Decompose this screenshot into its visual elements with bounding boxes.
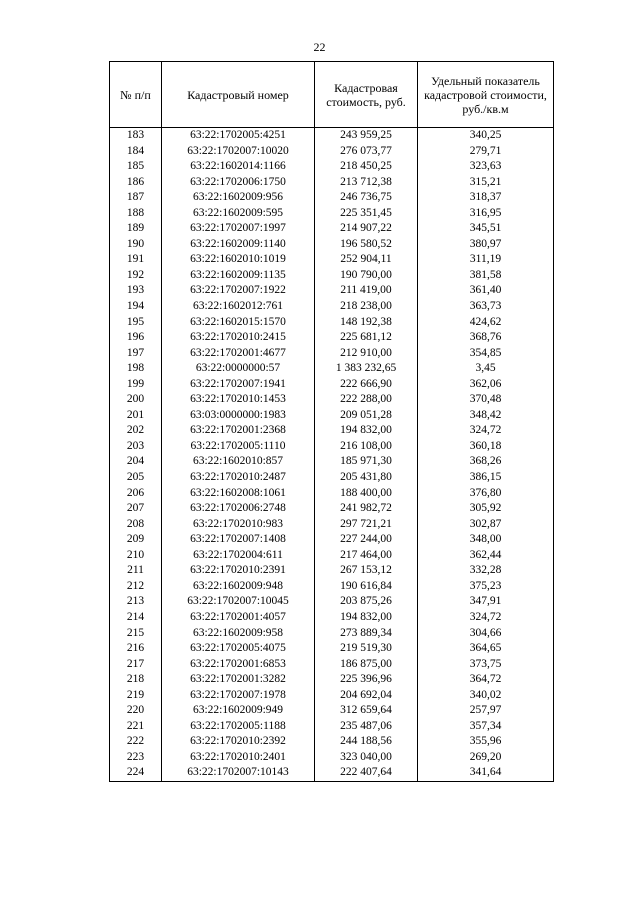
cell-cadastral-number: 63:22:1702007:10143	[162, 765, 315, 781]
header-specific-indicator: Удельный показатель кадастровой стоимости, руб./кв.м	[418, 62, 554, 128]
cell-cadastral-number: 63:22:1702005:4075	[162, 641, 315, 657]
cell-specific-indicator: 361,40	[418, 283, 554, 299]
table-row	[110, 610, 554, 626]
cell-specific-indicator: 332,28	[418, 563, 554, 579]
cell-specific-indicator: 348,42	[418, 408, 554, 424]
table-row	[110, 501, 554, 517]
cell-cadastral-number: 63:22:1702001:4677	[162, 346, 315, 362]
cell-row-number: 184	[110, 144, 162, 160]
cell-cadastral-number: 63:22:1702007:10020	[162, 144, 315, 160]
cell-cadastral-value: 241 982,72	[315, 501, 418, 517]
cell-specific-indicator: 364,72	[418, 672, 554, 688]
cell-cadastral-value: 267 153,12	[315, 563, 418, 579]
cell-specific-indicator: 302,87	[418, 517, 554, 533]
table-header	[110, 62, 554, 128]
cell-cadastral-number: 63:22:1702010:1453	[162, 392, 315, 408]
cell-specific-indicator: 362,06	[418, 377, 554, 393]
table-row	[110, 579, 554, 595]
table-row	[110, 486, 554, 502]
cell-cadastral-number: 63:22:1702007:1997	[162, 221, 315, 237]
cell-specific-indicator: 304,66	[418, 626, 554, 642]
cell-specific-indicator: 363,73	[418, 299, 554, 315]
table-row	[110, 237, 554, 253]
cell-cadastral-number: 63:22:1702007:1978	[162, 688, 315, 704]
cell-cadastral-value: 216 108,00	[315, 439, 418, 455]
cell-cadastral-number: 63:22:1702005:1110	[162, 439, 315, 455]
cell-specific-indicator: 257,97	[418, 703, 554, 719]
cell-row-number: 189	[110, 221, 162, 237]
table-row	[110, 454, 554, 470]
table-row	[110, 190, 554, 206]
table-row	[110, 626, 554, 642]
cell-cadastral-value: 312 659,64	[315, 703, 418, 719]
cell-specific-indicator: 355,96	[418, 734, 554, 750]
cell-specific-indicator: 364,65	[418, 641, 554, 657]
cell-row-number: 194	[110, 299, 162, 315]
cell-cadastral-number: 63:03:0000000:1983	[162, 408, 315, 424]
cell-row-number: 183	[110, 128, 162, 144]
table-row	[110, 439, 554, 455]
cell-cadastral-number: 63:22:1602009:595	[162, 206, 315, 222]
cell-cadastral-number: 63:22:1702007:1941	[162, 377, 315, 393]
cell-specific-indicator: 347,91	[418, 594, 554, 610]
page-number: 22	[313, 40, 326, 54]
cell-row-number: 200	[110, 392, 162, 408]
cell-cadastral-value: 225 396,96	[315, 672, 418, 688]
cell-cadastral-number: 63:22:1702010:2392	[162, 734, 315, 750]
table-row	[110, 517, 554, 533]
cell-cadastral-value: 235 487,06	[315, 719, 418, 735]
table-row	[110, 548, 554, 564]
cell-specific-indicator: 341,64	[418, 765, 554, 781]
cell-specific-indicator: 368,76	[418, 330, 554, 346]
cell-cadastral-value: 209 051,28	[315, 408, 418, 424]
cell-cadastral-value: 323 040,00	[315, 750, 418, 766]
cell-row-number: 211	[110, 563, 162, 579]
cell-cadastral-value: 203 875,26	[315, 594, 418, 610]
cell-cadastral-number: 63:22:1602008:1061	[162, 486, 315, 502]
cell-cadastral-value: 219 519,30	[315, 641, 418, 657]
cell-specific-indicator: 340,02	[418, 688, 554, 704]
cell-row-number: 206	[110, 486, 162, 502]
cell-specific-indicator: 279,71	[418, 144, 554, 160]
cell-row-number: 216	[110, 641, 162, 657]
cell-cadastral-number: 63:22:1702010:2401	[162, 750, 315, 766]
header-row-number: № п/п	[110, 62, 162, 128]
cell-row-number: 190	[110, 237, 162, 253]
table-row	[110, 750, 554, 766]
cell-row-number: 188	[110, 206, 162, 222]
cell-cadastral-value: 225 681,12	[315, 330, 418, 346]
cell-cadastral-number: 63:22:1702001:4057	[162, 610, 315, 626]
cell-cadastral-number: 63:22:0000000:57	[162, 361, 315, 377]
cell-specific-indicator: 3,45	[418, 361, 554, 377]
table-row	[110, 175, 554, 191]
table-row	[110, 144, 554, 160]
cell-row-number: 201	[110, 408, 162, 424]
cell-specific-indicator: 315,21	[418, 175, 554, 191]
cell-specific-indicator: 370,48	[418, 392, 554, 408]
cell-cadastral-number: 63:22:1702007:1408	[162, 532, 315, 548]
cell-cadastral-value: 213 712,38	[315, 175, 418, 191]
cell-cadastral-value: 276 073,77	[315, 144, 418, 160]
cell-cadastral-value: 212 910,00	[315, 346, 418, 362]
cell-cadastral-number: 63:22:1702006:2748	[162, 501, 315, 517]
cell-cadastral-number: 63:22:1702010:2415	[162, 330, 315, 346]
cell-cadastral-number: 63:22:1702001:2368	[162, 423, 315, 439]
cell-cadastral-number: 63:22:1602014:1166	[162, 159, 315, 175]
cell-cadastral-value: 190 616,84	[315, 579, 418, 595]
cell-row-number: 191	[110, 252, 162, 268]
cell-specific-indicator: 348,00	[418, 532, 554, 548]
cell-cadastral-value: 218 238,00	[315, 299, 418, 315]
cell-specific-indicator: 345,51	[418, 221, 554, 237]
cell-cadastral-value: 205 431,80	[315, 470, 418, 486]
cell-specific-indicator: 357,34	[418, 719, 554, 735]
cell-cadastral-number: 63:22:1702001:3282	[162, 672, 315, 688]
cell-cadastral-number: 63:22:1602009:958	[162, 626, 315, 642]
cell-specific-indicator: 380,97	[418, 237, 554, 253]
cell-cadastral-number: 63:22:1602009:1140	[162, 237, 315, 253]
cell-row-number: 199	[110, 377, 162, 393]
cell-cadastral-number: 63:22:1602010:1019	[162, 252, 315, 268]
table-row	[110, 330, 554, 346]
cell-cadastral-number: 63:22:1702005:4251	[162, 128, 315, 144]
cell-cadastral-value: 194 832,00	[315, 610, 418, 626]
cell-specific-indicator: 324,72	[418, 610, 554, 626]
cell-cadastral-number: 63:22:1602009:956	[162, 190, 315, 206]
table-row	[110, 346, 554, 362]
cell-specific-indicator: 375,23	[418, 579, 554, 595]
cell-row-number: 193	[110, 283, 162, 299]
cell-cadastral-value: 297 721,21	[315, 517, 418, 533]
cell-row-number: 198	[110, 361, 162, 377]
cell-cadastral-number: 63:22:1602009:949	[162, 703, 315, 719]
cell-row-number: 217	[110, 657, 162, 673]
table-row	[110, 221, 554, 237]
cell-cadastral-number: 63:22:1702004:611	[162, 548, 315, 564]
cell-row-number: 218	[110, 672, 162, 688]
cell-cadastral-value: 185 971,30	[315, 454, 418, 470]
cell-row-number: 221	[110, 719, 162, 735]
cell-row-number: 186	[110, 175, 162, 191]
cell-cadastral-value: 244 188,56	[315, 734, 418, 750]
cell-row-number: 207	[110, 501, 162, 517]
header-cadastral-number: Кадастровый номер	[162, 62, 315, 128]
cell-cadastral-number: 63:22:1702010:2487	[162, 470, 315, 486]
table-row	[110, 532, 554, 548]
cell-cadastral-value: 243 959,25	[315, 128, 418, 144]
cell-cadastral-value: 273 889,34	[315, 626, 418, 642]
table-row	[110, 703, 554, 719]
cell-cadastral-value: 194 832,00	[315, 423, 418, 439]
cell-cadastral-number: 63:22:1702007:1922	[162, 283, 315, 299]
cell-specific-indicator: 381,58	[418, 268, 554, 284]
cell-row-number: 210	[110, 548, 162, 564]
cell-row-number: 219	[110, 688, 162, 704]
table-row	[110, 299, 554, 315]
cell-cadastral-value: 188 400,00	[315, 486, 418, 502]
cell-cadastral-value: 214 907,22	[315, 221, 418, 237]
cell-cadastral-value: 190 790,00	[315, 268, 418, 284]
cell-row-number: 204	[110, 454, 162, 470]
cell-row-number: 203	[110, 439, 162, 455]
table-row	[110, 392, 554, 408]
table-row	[110, 641, 554, 657]
cell-specific-indicator: 376,80	[418, 486, 554, 502]
cell-cadastral-number: 63:22:1702006:1750	[162, 175, 315, 191]
table-row	[110, 128, 554, 144]
cell-specific-indicator: 368,26	[418, 454, 554, 470]
cell-cadastral-value: 211 419,00	[315, 283, 418, 299]
header-row	[110, 62, 554, 128]
cell-specific-indicator: 362,44	[418, 548, 554, 564]
cell-cadastral-value: 1 383 232,65	[315, 361, 418, 377]
table-row	[110, 672, 554, 688]
cell-specific-indicator: 354,85	[418, 346, 554, 362]
table-row	[110, 423, 554, 439]
cell-cadastral-number: 63:22:1602009:948	[162, 579, 315, 595]
cell-row-number: 195	[110, 315, 162, 331]
cell-row-number: 214	[110, 610, 162, 626]
cell-row-number: 197	[110, 346, 162, 362]
table-row	[110, 408, 554, 424]
cell-specific-indicator: 318,37	[418, 190, 554, 206]
cell-row-number: 205	[110, 470, 162, 486]
cell-cadastral-value: 222 666,90	[315, 377, 418, 393]
cell-specific-indicator: 305,92	[418, 501, 554, 517]
table-row	[110, 688, 554, 704]
cell-specific-indicator: 316,95	[418, 206, 554, 222]
table-row	[110, 765, 554, 781]
cell-cadastral-number: 63:22:1602010:857	[162, 454, 315, 470]
cell-cadastral-number: 63:22:1702007:10045	[162, 594, 315, 610]
table-row	[110, 315, 554, 331]
cell-cadastral-value: 186 875,00	[315, 657, 418, 673]
cell-cadastral-value: 222 288,00	[315, 392, 418, 408]
cell-specific-indicator: 311,19	[418, 252, 554, 268]
cell-row-number: 209	[110, 532, 162, 548]
cell-cadastral-number: 63:22:1702005:1188	[162, 719, 315, 735]
cadastral-table	[109, 61, 554, 782]
cell-cadastral-number: 63:22:1602009:1135	[162, 268, 315, 284]
cell-row-number: 222	[110, 734, 162, 750]
cell-row-number: 223	[110, 750, 162, 766]
table-row	[110, 283, 554, 299]
cell-cadastral-value: 204 692,04	[315, 688, 418, 704]
cell-row-number: 192	[110, 268, 162, 284]
cell-cadastral-number: 63:22:1602012:761	[162, 299, 315, 315]
table-row	[110, 206, 554, 222]
table-row	[110, 470, 554, 486]
cell-specific-indicator: 324,72	[418, 423, 554, 439]
cell-specific-indicator: 269,20	[418, 750, 554, 766]
cell-specific-indicator: 323,63	[418, 159, 554, 175]
cell-row-number: 202	[110, 423, 162, 439]
cell-cadastral-value: 225 351,45	[315, 206, 418, 222]
cell-row-number: 215	[110, 626, 162, 642]
table-body	[110, 128, 554, 782]
table-row	[110, 734, 554, 750]
cell-cadastral-value: 222 407,64	[315, 765, 418, 781]
table-row	[110, 268, 554, 284]
table-row	[110, 377, 554, 393]
cell-cadastral-value: 196 580,52	[315, 237, 418, 253]
cell-specific-indicator: 373,75	[418, 657, 554, 673]
cell-cadastral-number: 63:22:1702001:6853	[162, 657, 315, 673]
cell-cadastral-value: 227 244,00	[315, 532, 418, 548]
table-row	[110, 594, 554, 610]
cell-row-number: 208	[110, 517, 162, 533]
table-row	[110, 361, 554, 377]
cell-row-number: 220	[110, 703, 162, 719]
cell-specific-indicator: 424,62	[418, 315, 554, 331]
cell-cadastral-value: 217 464,00	[315, 548, 418, 564]
cell-specific-indicator: 386,15	[418, 470, 554, 486]
table-row	[110, 719, 554, 735]
cell-row-number: 213	[110, 594, 162, 610]
cell-cadastral-value: 246 736,75	[315, 190, 418, 206]
cell-cadastral-value: 148 192,38	[315, 315, 418, 331]
cell-cadastral-value: 252 904,11	[315, 252, 418, 268]
cell-row-number: 196	[110, 330, 162, 346]
table-row	[110, 657, 554, 673]
table-row	[110, 563, 554, 579]
cell-cadastral-number: 63:22:1602015:1570	[162, 315, 315, 331]
cell-specific-indicator: 340,25	[418, 128, 554, 144]
cell-row-number: 185	[110, 159, 162, 175]
table-row	[110, 159, 554, 175]
cell-cadastral-value: 218 450,25	[315, 159, 418, 175]
cell-cadastral-number: 63:22:1702010:2391	[162, 563, 315, 579]
header-cadastral-value: Кадастровая стоимость, руб.	[315, 62, 418, 128]
cell-row-number: 187	[110, 190, 162, 206]
cell-cadastral-number: 63:22:1702010:983	[162, 517, 315, 533]
table-row	[110, 252, 554, 268]
cell-specific-indicator: 360,18	[418, 439, 554, 455]
cell-row-number: 212	[110, 579, 162, 595]
cell-row-number: 224	[110, 765, 162, 781]
